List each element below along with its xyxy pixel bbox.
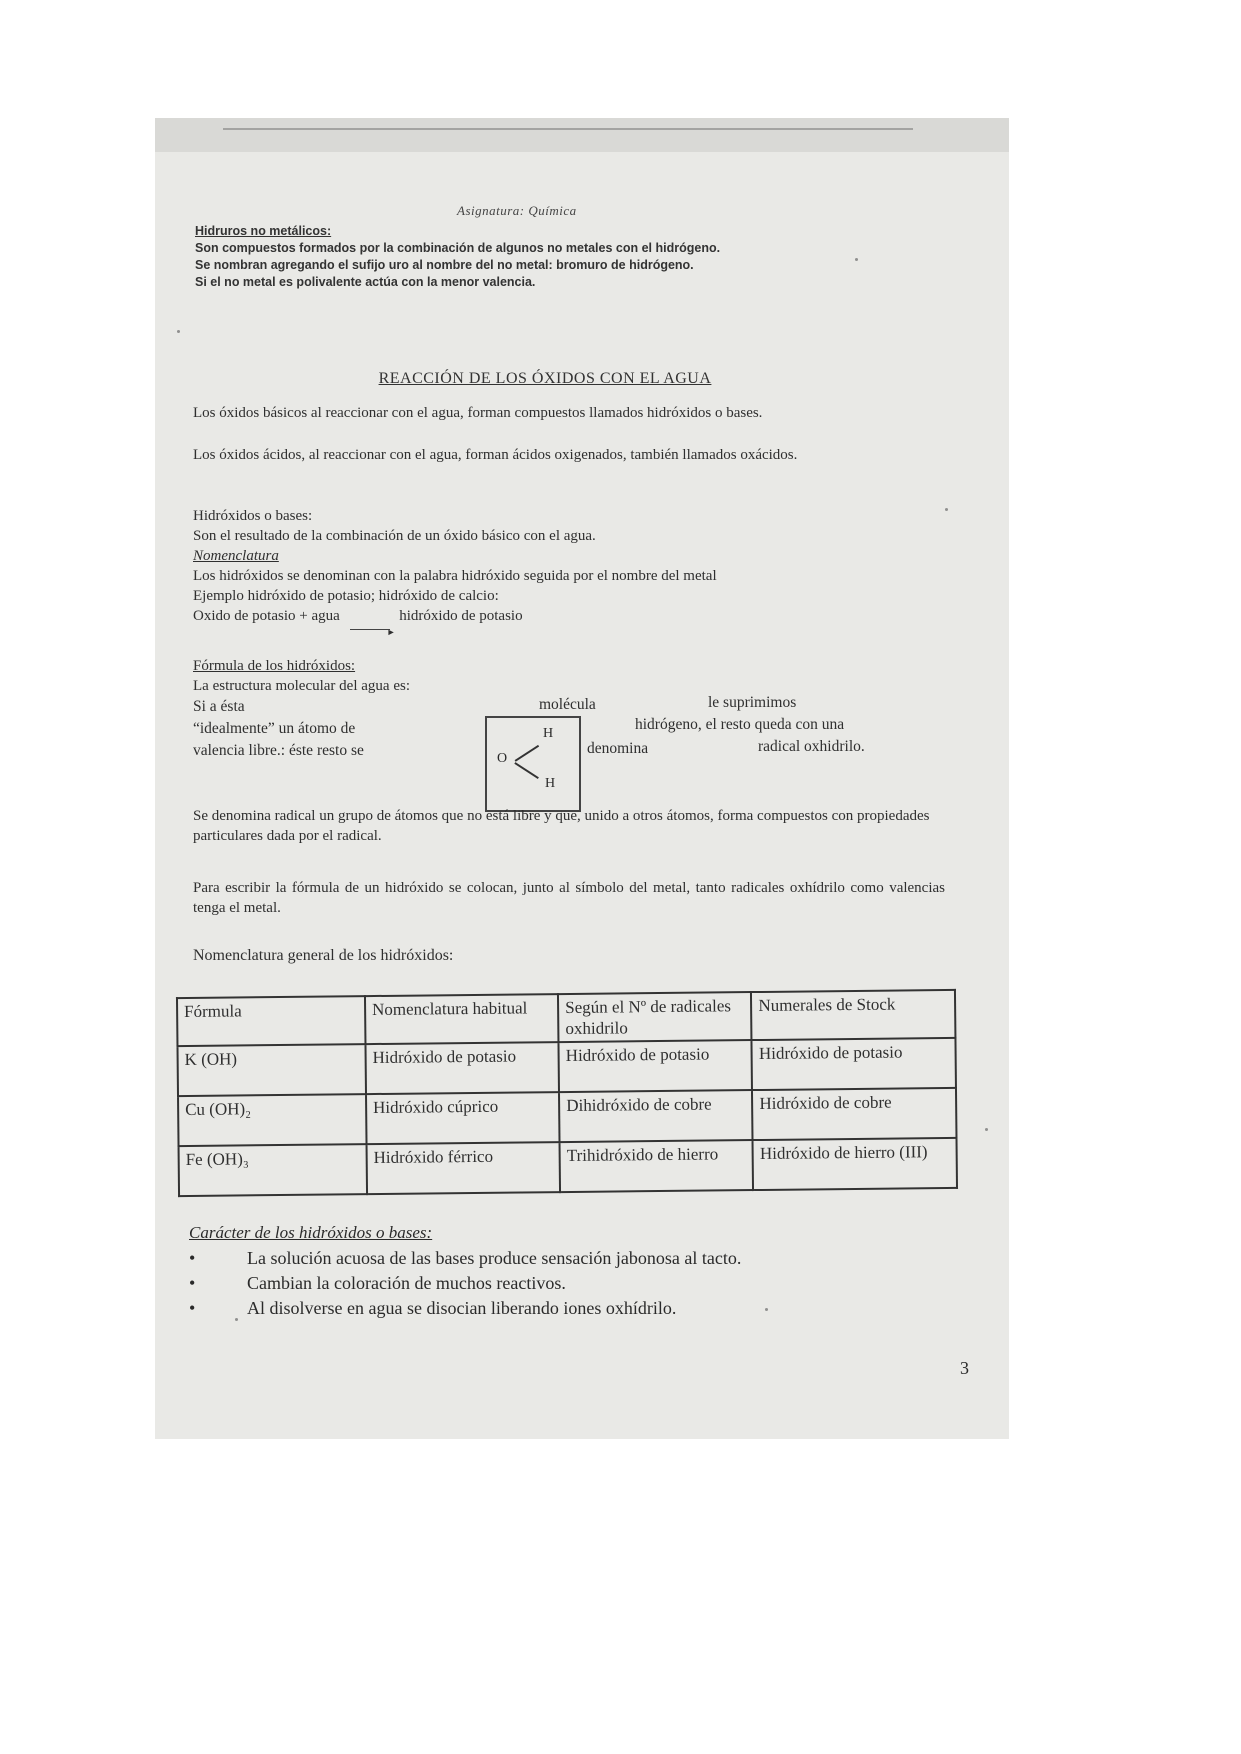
reaction-left: Oxido de potasio + agua — [193, 608, 340, 624]
scanned-page — [155, 118, 1009, 1439]
table-cell: Hidróxido de potasio — [752, 1038, 956, 1090]
scan-speck — [855, 258, 858, 261]
hidruros-section — [195, 223, 955, 291]
formula-right-line: hidrógeno, el resto queda con una — [635, 716, 845, 733]
nomenclatura-general: Nomenclatura general de los hidróxidos: — [193, 947, 454, 964]
page-number: 3 — [960, 1358, 969, 1378]
intro-acidos: Los óxidos ácidos, al reaccionar con el agua, forman ácidos oxigenados, también llamados oxácidos. — [193, 447, 798, 463]
radical-definition: Se denomina radical un grupo de átomos que no está libre y que, unido a otros átomos, forma compuestos con propiedades particulares dada por el radical. — [193, 808, 930, 844]
table-cell: Cu (OH)₂ — [178, 1094, 366, 1146]
table-row — [177, 1038, 955, 1096]
table-row — [178, 1088, 956, 1146]
table-cell: Fe (OH)₃ — [179, 1144, 367, 1196]
reaction-line — [193, 606, 945, 626]
table-row — [179, 1138, 957, 1196]
hidruros-heading: Hidruros no metálicos: — [195, 224, 332, 238]
intro-basicos: Los óxidos básicos al reaccionar con el agua, forman compuestos llamados hidróxidos o bases. — [193, 405, 763, 421]
section-title: REACCIÓN DE LOS ÓXIDOS CON EL AGUA — [378, 370, 712, 387]
reaction-right: hidróxido de potasio — [399, 608, 523, 624]
hidroxidos-heading: Hidróxidos o bases: — [193, 508, 313, 524]
table-cell: Dihidróxido de cobre — [559, 1090, 753, 1142]
top-rule — [223, 128, 913, 130]
formula-right-line: le suprimimos — [708, 694, 797, 711]
water-molecule-diagram — [485, 716, 581, 812]
table-cell: K (OH) — [177, 1044, 365, 1096]
nomenclatura-text: Los hidróxidos se denominan con la palabra hidróxido seguida por el nombre del metal — [193, 568, 717, 584]
scan-speck — [765, 1308, 768, 1311]
list-item: • Al disolverse en agua se disocian liberando iones oxhídrilo. — [189, 1296, 741, 1321]
caracter-list — [189, 1246, 741, 1321]
atom-hydrogen: H — [545, 776, 556, 791]
table-cell: Hidróxido de cobre — [752, 1088, 956, 1140]
formula-rule: Para escribir la fórmula de un hidróxido se colocan, junto al símbolo del metal, tanto radicales oxhídrilo como valencias tenga el metal. — [193, 880, 945, 916]
table-cell: Hidróxido de hierro (III) — [753, 1138, 957, 1190]
table-cell: Trihidróxido de hierro — [560, 1140, 754, 1192]
hidruros-line: Se nombran agregando el sufijo uro al nombre del no metal: bromuro de hidrógeno. — [195, 258, 694, 272]
table-header: Según el Nº de radicales oxhidrilo — [558, 992, 752, 1042]
formula-mid-word: denomina — [587, 740, 649, 757]
scan-speck — [985, 1128, 988, 1131]
table-header-row — [177, 990, 955, 1046]
page-top-shadow — [155, 118, 1009, 152]
nomenclatura-heading: Nomenclatura — [193, 548, 279, 564]
scan-speck — [945, 508, 948, 511]
hidruros-line: Si el no metal es polivalente actúa con la menor valencia. — [195, 275, 536, 289]
arrow-icon — [350, 629, 390, 630]
bond-line — [515, 762, 539, 779]
formula-mid-word: molécula — [539, 696, 596, 713]
ejemplo-text: Ejemplo hidróxido de potasio; hidróxido de calcio: — [193, 588, 499, 604]
caracter-heading: Carácter de los hidróxidos o bases: — [189, 1223, 433, 1242]
table-header: Numerales de Stock — [751, 990, 955, 1040]
formula-left-line: “idealmente” un átomo de — [193, 720, 356, 737]
table-header: Nomenclatura habitual — [365, 994, 559, 1044]
subject-header: Asignatura: Química — [457, 203, 577, 218]
scan-speck — [235, 1318, 238, 1321]
hidroxidos-definition: Son el resultado de la combinación de un óxido básico con el agua. — [193, 528, 596, 544]
table-cell: Hidróxido cúprico — [366, 1092, 560, 1144]
hidruros-line: Son compuestos formados por la combinación de algunos no metales con el hidrógeno. — [195, 241, 721, 255]
formula-left-line: valencia libre.: éste resto se — [193, 742, 364, 759]
hydroxides-table — [176, 989, 958, 1197]
list-item: • La solución acuosa de las bases produce sensación jabonosa al tacto. — [189, 1246, 741, 1271]
scan-speck — [177, 330, 180, 333]
formula-heading: Fórmula de los hidróxidos: — [193, 658, 356, 674]
formula-right-line: radical oxhidrilo. — [758, 738, 865, 755]
atom-hydrogen: H — [543, 726, 554, 741]
table-cell: Hidróxido férrico — [366, 1142, 560, 1194]
list-item: • Cambian la coloración de muchos reactivos. — [189, 1271, 741, 1296]
table-cell: Hidróxido de potasio — [365, 1042, 559, 1094]
bond-line — [515, 745, 539, 762]
table-cell: Hidróxido de potasio — [559, 1040, 753, 1092]
table-header: Fórmula — [177, 996, 365, 1046]
formula-left-line: Si a ésta — [193, 698, 245, 715]
atom-oxygen: O — [497, 751, 508, 766]
formula-line1: La estructura molecular del agua es: — [193, 678, 410, 694]
